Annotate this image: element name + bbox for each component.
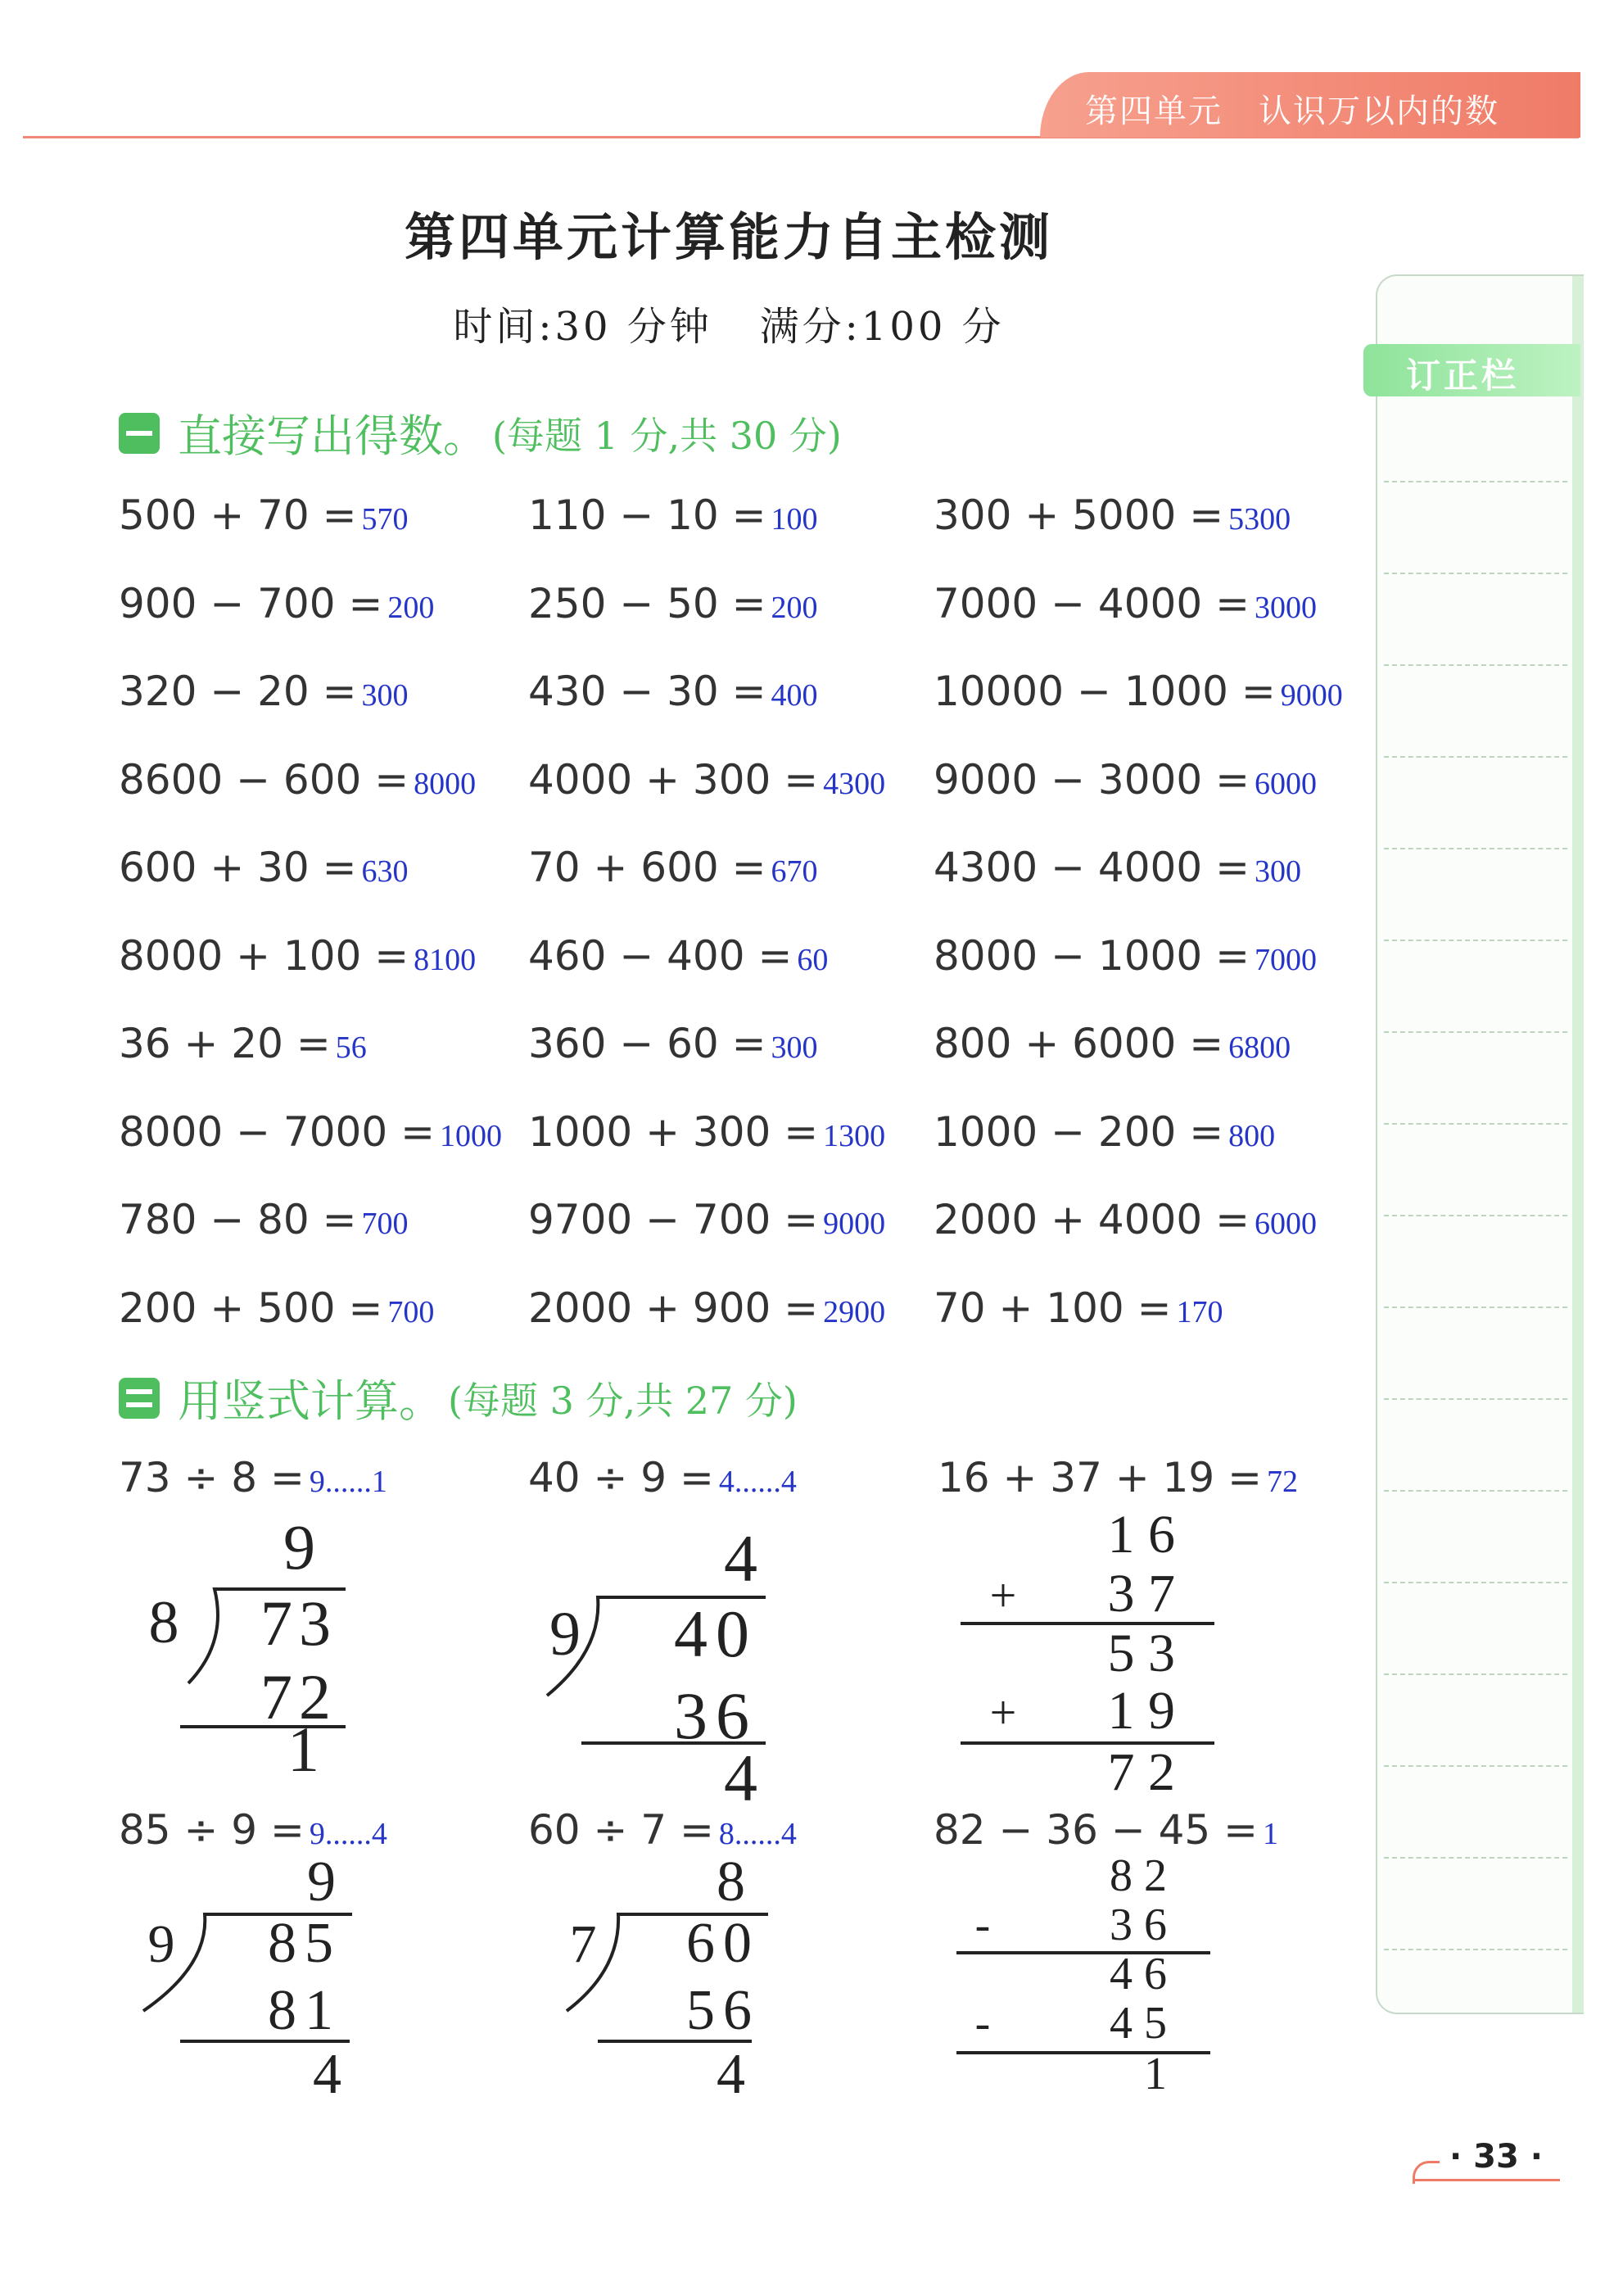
- plus-icon: +: [989, 1569, 1017, 1622]
- section-1-note: (每题 1 分,共 30 分): [492, 413, 842, 458]
- section-2-note: (每题 3 分,共 27 分): [448, 1378, 798, 1423]
- problem-expression: 600 + 30 =: [119, 844, 357, 891]
- problem-expression: 300 + 5000 =: [934, 491, 1224, 539]
- problem-expression: 4300 − 4000 =: [934, 844, 1250, 891]
- sidebar-rule: [1384, 848, 1567, 849]
- problem-answer: 72: [1267, 1465, 1299, 1499]
- mental-math-problem: [934, 844, 1301, 891]
- sidebar-rule: [1384, 1123, 1567, 1125]
- sidebar-label: 订正栏: [1406, 355, 1520, 396]
- problem-expression: 800 + 6000 =: [934, 1020, 1224, 1067]
- divisor: 9: [147, 1914, 175, 1974]
- long-division-2: [532, 1515, 778, 1814]
- mental-math-problem: [528, 844, 818, 891]
- problem-answer: 300: [771, 1030, 818, 1065]
- long-division-1: [123, 1507, 360, 1781]
- mental-math-problem: [119, 1196, 409, 1243]
- product: 36: [674, 1678, 757, 1753]
- problem-answer: 9......1: [309, 1465, 387, 1499]
- problem-answer: 1300: [823, 1118, 886, 1153]
- problem-answer: 400: [771, 678, 818, 713]
- problem-answer: 5300: [1228, 502, 1291, 537]
- problem-answer: 700: [361, 1207, 409, 1241]
- add-row-5: 7 2: [1107, 1742, 1175, 1802]
- problem-expression: 780 − 80 =: [119, 1196, 357, 1243]
- quotient: 9: [283, 1511, 315, 1583]
- remainder: 4: [313, 2043, 341, 2101]
- problem-answer: 6000: [1254, 1207, 1317, 1241]
- problem-expression: 320 − 20 =: [119, 668, 357, 715]
- mental-math-problem: [528, 1196, 885, 1243]
- section-2-badge-icon: [119, 1378, 160, 1419]
- problem-expression: 73 ÷ 8 =: [119, 1454, 305, 1501]
- written-calc-problem: [934, 1806, 1278, 1854]
- problem-answer: 200: [771, 590, 818, 625]
- dividend: 85: [268, 1912, 341, 1975]
- problem-expression: 85 ÷ 9 =: [119, 1806, 305, 1854]
- problem-expression: 9700 − 700 =: [528, 1196, 819, 1243]
- sidebar-rule: [1384, 1398, 1567, 1400]
- problem-answer: 630: [361, 854, 409, 889]
- problem-answer: 100: [771, 502, 818, 537]
- problem-expression: 8000 − 1000 =: [934, 931, 1250, 980]
- mental-math-problem: [934, 932, 1317, 980]
- dividend: 73: [260, 1587, 337, 1659]
- problem-expression: 2000 + 900 =: [528, 1284, 819, 1332]
- vertical-addition: [954, 1503, 1224, 1805]
- sidebar-strip: [1572, 276, 1584, 2013]
- mental-math-problem: [528, 932, 828, 980]
- divisor: 7: [569, 1914, 597, 1974]
- divisor: 8: [148, 1589, 179, 1656]
- mental-math-problem: [119, 932, 476, 980]
- problem-answer: 4......4: [718, 1465, 797, 1499]
- header-text: [1085, 85, 1535, 132]
- problem-answer: 1000: [439, 1118, 502, 1153]
- problem-expression: 1000 + 300 =: [528, 1107, 819, 1156]
- sidebar-tab: [1363, 344, 1580, 396]
- problem-answer: 670: [771, 854, 818, 889]
- written-calc-problem: [119, 1454, 387, 1501]
- sidebar-rule: [1384, 1490, 1567, 1492]
- written-calc-problem: [938, 1454, 1298, 1501]
- mental-math-problem: [119, 756, 476, 804]
- sidebar-rule: [1384, 1949, 1567, 1950]
- remainder: 1: [287, 1714, 319, 1777]
- sidebar-rule: [1384, 573, 1567, 574]
- problem-answer: 9000: [823, 1207, 886, 1241]
- mental-math-problem: [528, 491, 818, 539]
- quotient: 4: [724, 1521, 757, 1596]
- problem-answer: 60: [797, 942, 829, 977]
- sidebar-rule: [1384, 1031, 1567, 1033]
- problem-answer: 300: [361, 678, 409, 713]
- mental-math-problem: [119, 580, 434, 627]
- sub-row-1: 8 2: [1110, 1851, 1167, 1901]
- sidebar-rule: [1384, 1215, 1567, 1216]
- section-2-heading: [119, 1366, 798, 1429]
- quotient: 9: [307, 1850, 336, 1913]
- problem-answer: 2900: [823, 1294, 886, 1329]
- product: 81: [268, 1979, 341, 2042]
- written-calc-problem: [528, 1454, 797, 1501]
- minus-icon: -: [974, 1998, 991, 2049]
- problem-expression: 60 ÷ 7 =: [528, 1806, 714, 1854]
- add-row-1: 1 6: [1107, 1505, 1175, 1565]
- mental-math-problem: [119, 1108, 502, 1156]
- mental-math-problem: [528, 580, 818, 627]
- mental-math-problem: [934, 1108, 1275, 1156]
- long-division-3: [127, 1847, 364, 2104]
- minus-icon: -: [974, 1900, 991, 1950]
- header-unit: 第四单元: [1085, 93, 1223, 130]
- section-1-heading: [119, 401, 842, 464]
- mental-math-problem: [528, 1108, 885, 1156]
- sidebar-rule: [1384, 1582, 1567, 1583]
- page-title: 第四单元计算能力自主检测: [404, 207, 1053, 267]
- problem-answer: 8100: [414, 942, 477, 977]
- mental-math-problem: [934, 756, 1317, 804]
- problem-answer: 170: [1176, 1294, 1223, 1329]
- mental-math-problem: [119, 668, 409, 715]
- mental-math-problem: [119, 491, 409, 539]
- mental-math-problem: [934, 580, 1317, 627]
- problem-answer: 3000: [1254, 590, 1317, 625]
- problem-expression: 500 + 70 =: [119, 491, 357, 539]
- add-row-3: 5 3: [1107, 1624, 1175, 1683]
- problem-answer: 8......4: [718, 1817, 797, 1851]
- sidebar-rule: [1384, 1673, 1567, 1675]
- problem-answer: 8000: [414, 766, 477, 801]
- problem-expression: 70 + 600 =: [528, 844, 766, 891]
- mental-math-problem: [934, 1020, 1291, 1067]
- problem-answer: 56: [335, 1030, 367, 1065]
- sub-row-3: 4 6: [1110, 1949, 1167, 1999]
- problem-answer: 9......4: [309, 1817, 387, 1851]
- problem-answer: 6800: [1228, 1030, 1291, 1065]
- sidebar-rule: [1384, 1307, 1567, 1308]
- problem-expression: 360 − 60 =: [528, 1020, 766, 1067]
- mental-math-problem: [119, 1020, 367, 1067]
- problem-answer: 9000: [1280, 678, 1343, 713]
- plus-icon: +: [989, 1686, 1017, 1739]
- sidebar-rule: [1384, 756, 1567, 758]
- sidebar-rule: [1384, 1765, 1567, 1767]
- mental-math-problem: [119, 1284, 434, 1332]
- section-1-badge-icon: [119, 413, 160, 454]
- product: 56: [686, 1979, 760, 2042]
- add-row-2: 3 7: [1107, 1564, 1175, 1624]
- problem-expression: 1000 − 200 =: [934, 1107, 1224, 1156]
- problem-answer: 200: [387, 590, 435, 625]
- problem-answer: 4300: [823, 766, 886, 801]
- problem-expression: 110 − 10 =: [528, 491, 766, 539]
- problem-expression: 16 + 37 + 19 =: [938, 1454, 1263, 1501]
- problem-expression: 36 + 20 =: [119, 1020, 331, 1067]
- problem-answer: 300: [1254, 854, 1301, 889]
- problem-expression: 70 + 100 =: [934, 1284, 1172, 1332]
- sidebar-rule: [1384, 1857, 1567, 1859]
- page-number: · 33 ·: [1449, 2138, 1543, 2176]
- problem-answer: 800: [1228, 1118, 1276, 1153]
- problem-answer: 700: [387, 1294, 435, 1329]
- problem-expression: 7000 − 4000 =: [934, 579, 1250, 627]
- section-1-title: 直接写出得数。: [178, 410, 487, 462]
- mental-math-problem: [934, 1284, 1223, 1332]
- problem-expression: 250 − 50 =: [528, 579, 766, 627]
- dividend: 60: [686, 1912, 760, 1975]
- long-division-4: [557, 1847, 786, 2104]
- problem-expression: 8600 − 600 =: [119, 755, 409, 804]
- header-topic: 认识万以内的数: [1259, 93, 1499, 130]
- page-subtitle: 时间:30 分钟 满分:100 分: [453, 304, 1005, 350]
- mental-math-problem: [528, 668, 818, 715]
- problem-answer: 7000: [1254, 942, 1317, 977]
- sub-row-5: 1: [1144, 2049, 1167, 2099]
- problem-expression: 200 + 500 =: [119, 1284, 383, 1332]
- mental-math-problem: [528, 1284, 885, 1332]
- sub-row-2: 3 6: [1110, 1900, 1167, 1950]
- remainder: 4: [717, 2043, 745, 2101]
- vertical-subtraction: [950, 1851, 1220, 2108]
- problem-expression: 430 − 30 =: [528, 668, 766, 715]
- problem-expression: 460 − 400 =: [528, 931, 793, 980]
- problem-expression: 900 − 700 =: [119, 579, 383, 627]
- problem-expression: 9000 − 3000 =: [934, 755, 1250, 804]
- problem-expression: 2000 + 4000 =: [934, 1196, 1250, 1243]
- mental-math-problem: [934, 668, 1343, 715]
- add-row-4: 1 9: [1107, 1681, 1175, 1741]
- problem-expression: 10000 − 1000 =: [934, 668, 1276, 715]
- sidebar-rule: [1384, 664, 1567, 666]
- page-number-rule: [1413, 2179, 1560, 2181]
- problem-expression: 82 − 36 − 45 =: [934, 1806, 1259, 1854]
- problem-expression: 40 ÷ 9 =: [528, 1454, 714, 1501]
- quotient: 8: [717, 1850, 745, 1913]
- sub-row-4: 4 5: [1110, 1998, 1167, 2049]
- mental-math-problem: [934, 1196, 1317, 1243]
- sidebar-rule: [1384, 940, 1567, 941]
- remainder: 4: [724, 1741, 757, 1810]
- problem-answer: 1: [1263, 1817, 1279, 1851]
- mental-math-problem: [934, 491, 1291, 539]
- dividend: 40: [674, 1596, 757, 1671]
- mental-math-problem: [119, 844, 409, 891]
- mental-math-problem: [528, 1020, 818, 1067]
- sidebar-rule: [1384, 481, 1567, 482]
- problem-expression: 8000 − 7000 =: [119, 1107, 435, 1156]
- product: 72: [260, 1661, 337, 1732]
- problem-expression: 4000 + 300 =: [528, 755, 819, 804]
- section-2-title: 用竖式计算。: [178, 1375, 443, 1427]
- correction-sidebar: [1376, 274, 1584, 2014]
- divisor: 9: [549, 1600, 581, 1669]
- problem-answer: 6000: [1254, 766, 1317, 801]
- problem-answer: 570: [361, 502, 409, 537]
- problem-expression: 8000 + 100 =: [119, 931, 409, 980]
- mental-math-problem: [528, 756, 885, 804]
